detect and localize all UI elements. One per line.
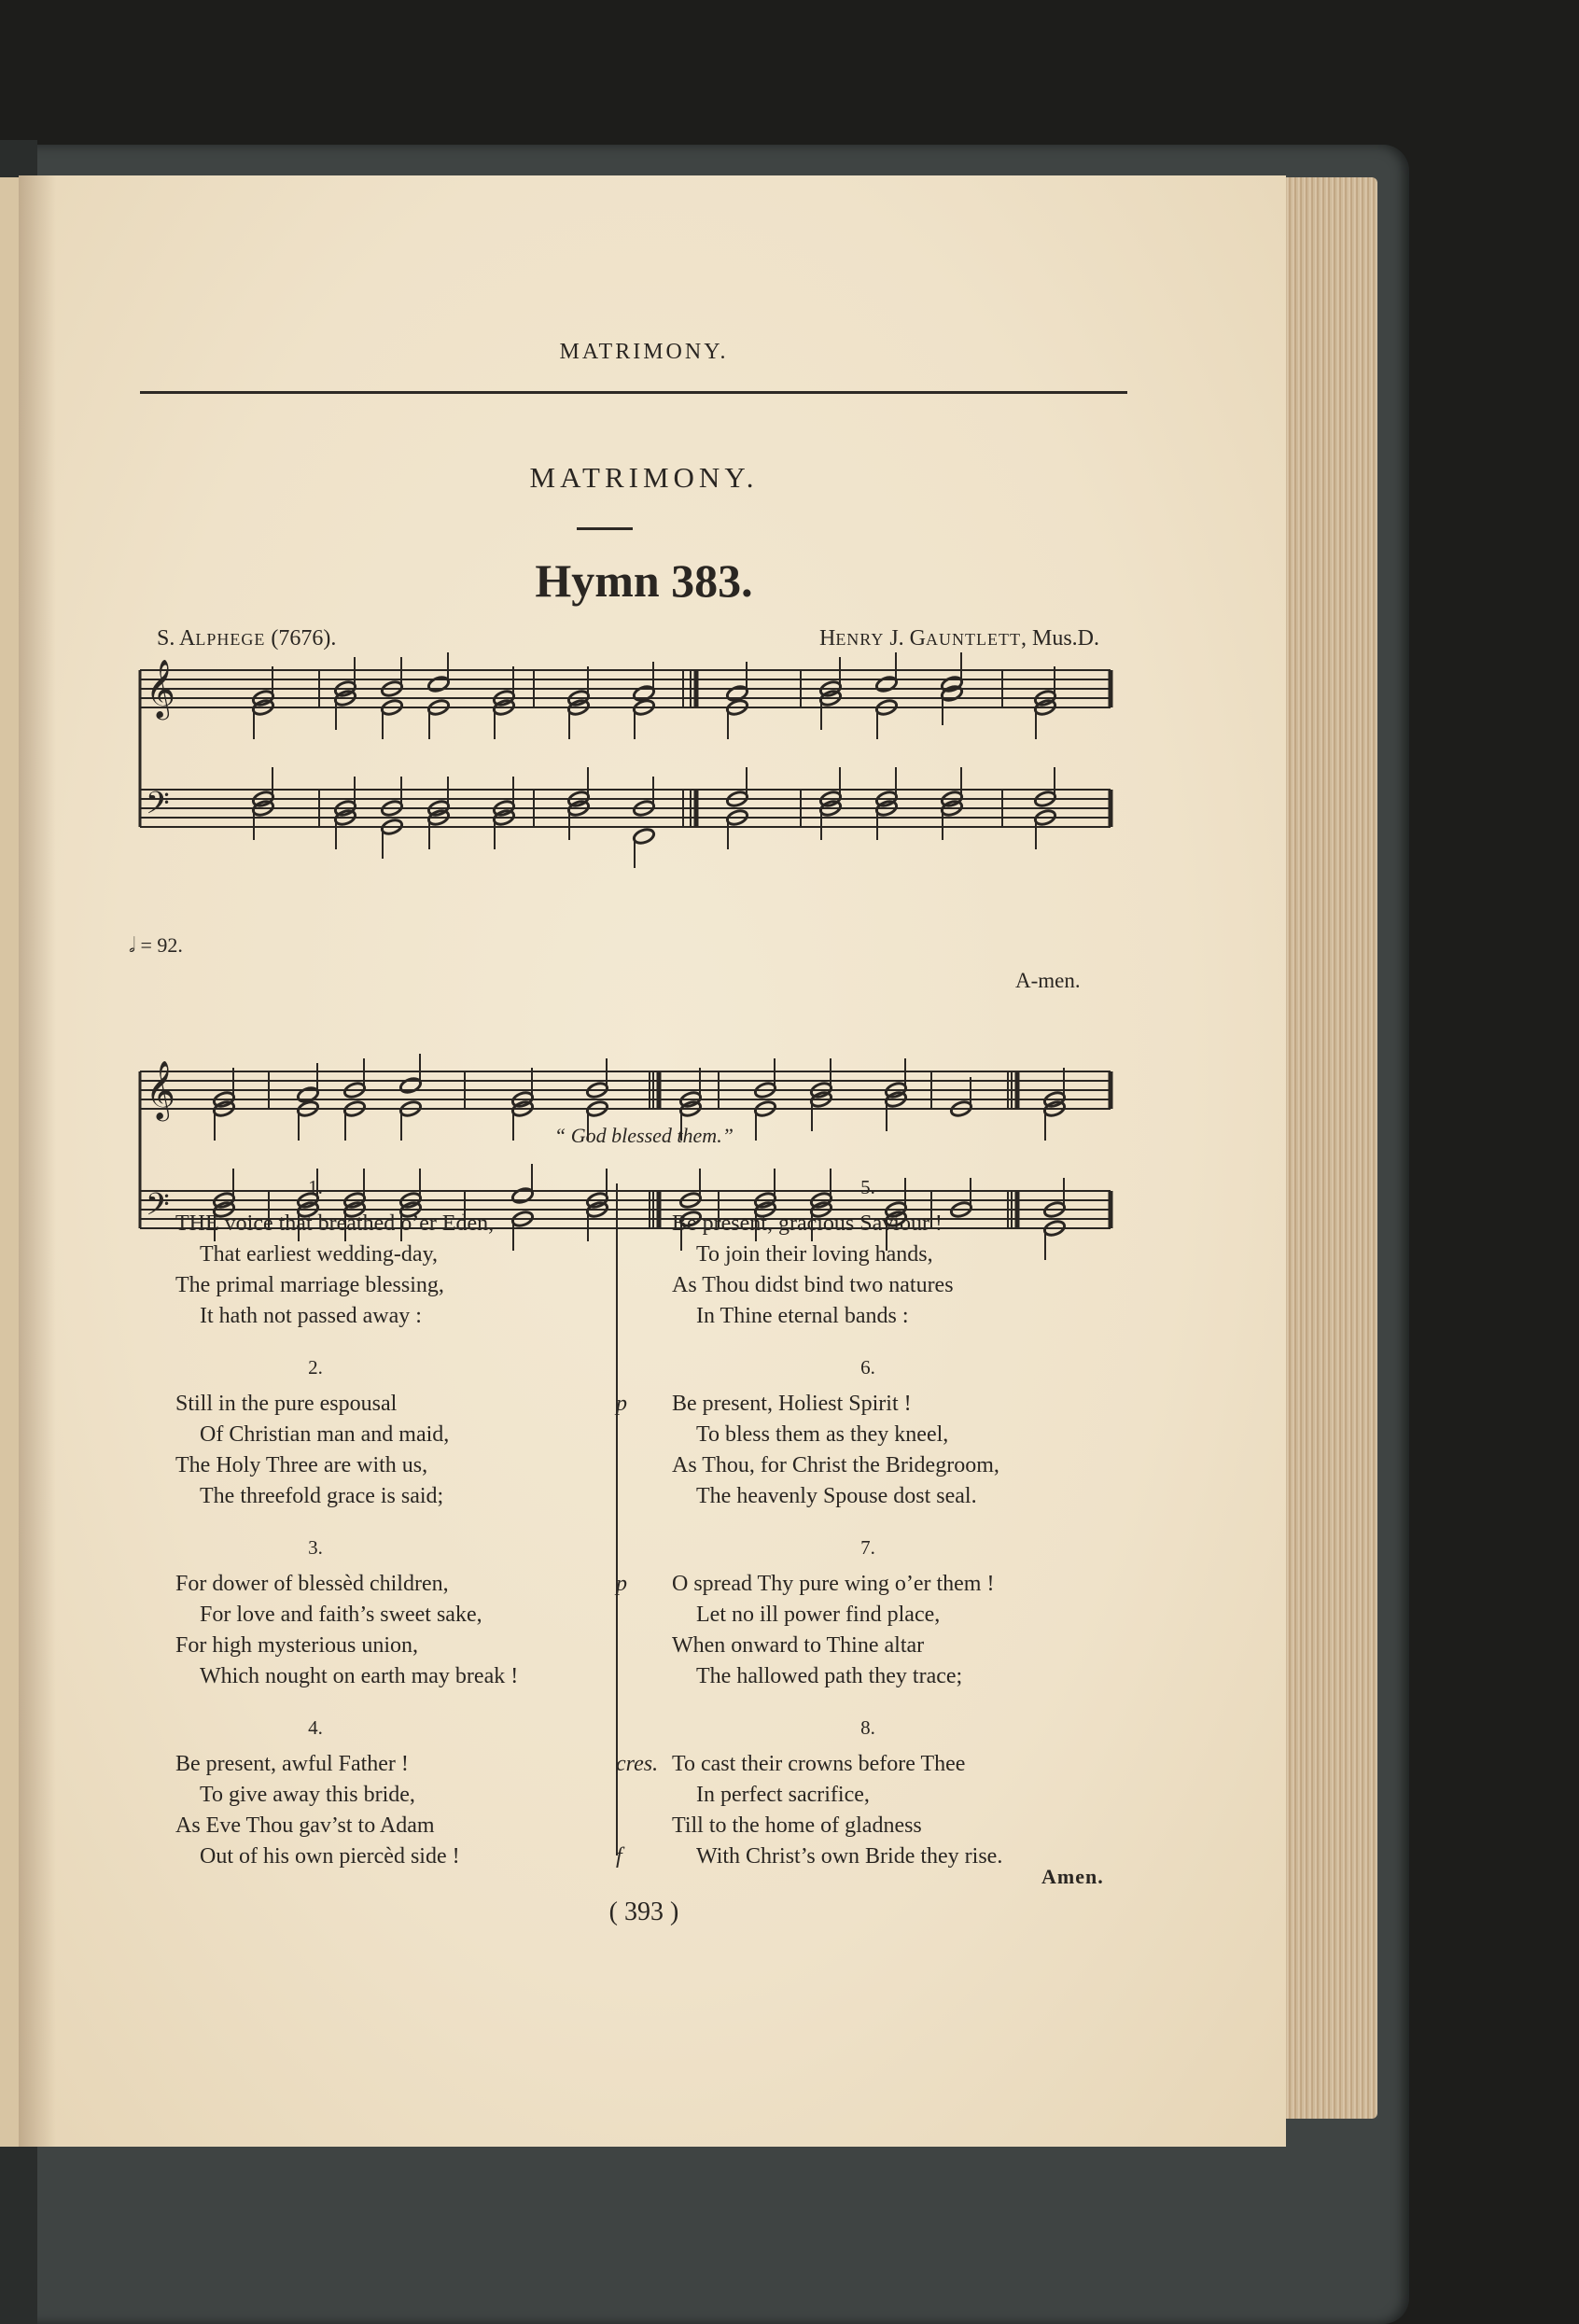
verse-text: THE voice that breathed o’er Eden, xyxy=(175,1211,495,1236)
verse-text: O spread Thy pure wing o’er them ! xyxy=(672,1572,995,1596)
verse-text: That earliest wedding-day, xyxy=(200,1242,439,1267)
half-note-icon xyxy=(940,684,963,703)
verse-line xyxy=(175,1780,605,1811)
verse-text: To give away this bride, xyxy=(200,1783,415,1807)
verse-text: For dower of blessèd children, xyxy=(175,1572,449,1596)
verse-line xyxy=(616,1569,1139,1600)
verse-text: Of Christian man and maid, xyxy=(200,1422,450,1447)
verse-line xyxy=(175,1450,605,1481)
verse-number: 2. xyxy=(308,1356,323,1379)
stanza xyxy=(175,1172,605,1332)
verse-line xyxy=(616,1239,1139,1270)
verse-line xyxy=(175,1389,605,1420)
verse-line xyxy=(616,1450,1139,1481)
motto: “ God blessed them.” xyxy=(554,1124,734,1147)
verse-text: As Eve Thou gav’st to Adam xyxy=(175,1813,435,1838)
verse-text: Be present, gracious Saviour ! xyxy=(672,1211,943,1236)
verse-text: The Holy Three are with us, xyxy=(175,1453,428,1477)
stanza xyxy=(616,1713,1139,1872)
stanza xyxy=(616,1533,1139,1692)
section-title: MATRIMONY. xyxy=(529,461,759,494)
dynamic-mark: p xyxy=(616,1572,627,1596)
verse-text: The primal marriage blessing, xyxy=(175,1273,444,1297)
verse-text: The threefold grace is said; xyxy=(200,1484,444,1508)
stanza xyxy=(616,1172,1139,1332)
dynamic-mark: cres. xyxy=(616,1752,659,1776)
verse-text: The heavenly Spouse dost seal. xyxy=(696,1484,977,1508)
tune-name: S. ALPHEGE (7676). xyxy=(157,626,337,651)
verse-text: Which nought on earth may break ! xyxy=(200,1664,519,1688)
verse-line xyxy=(616,1420,1139,1450)
verse-line xyxy=(175,1661,605,1692)
verse-line xyxy=(175,1270,605,1301)
verse-line xyxy=(616,1301,1139,1332)
composer-name: HENRY J. GAUNTLETT, Mus.D. xyxy=(818,626,1099,651)
verse-line xyxy=(175,1749,605,1780)
verse-text: To cast their crowns before Thee xyxy=(672,1752,966,1776)
verse-text: Be present, awful Father ! xyxy=(175,1752,409,1776)
stanza xyxy=(616,1352,1139,1512)
verse-line xyxy=(175,1841,605,1872)
verses-right-column xyxy=(616,1172,1139,1893)
verse-line xyxy=(616,1481,1139,1512)
verse-text: The hallowed path they trace; xyxy=(696,1664,963,1688)
verse-line xyxy=(175,1209,605,1239)
stanza xyxy=(175,1352,605,1512)
verse-text: In Thine eternal bands : xyxy=(696,1304,909,1328)
half-note-icon xyxy=(398,1076,422,1095)
verse-text: When onward to Thine altar xyxy=(672,1633,925,1658)
treble-clef-icon: 𝄞 xyxy=(146,1062,175,1118)
verse-text: As Thou, for Christ the Bridegroom, xyxy=(672,1453,999,1477)
verse-number: 1. xyxy=(308,1176,323,1198)
verse-text: Still in the pure espousal xyxy=(175,1392,398,1416)
amen-ending: Amen. xyxy=(1041,1865,1104,1888)
verse-text: Till to the home of gladness xyxy=(672,1813,922,1838)
verse-number: 5. xyxy=(860,1176,875,1198)
verse-line xyxy=(175,1481,605,1512)
dynamic-mark: p xyxy=(616,1392,627,1416)
book-page xyxy=(19,175,1286,2147)
verse-text: In perfect sacrifice, xyxy=(696,1783,870,1807)
bass-clef-icon: 𝄢 xyxy=(146,786,170,828)
verse-line xyxy=(616,1631,1139,1661)
stanza xyxy=(175,1533,605,1692)
running-head: MATRIMONY. xyxy=(559,340,729,364)
verse-text: As Thou didst bind two natures xyxy=(672,1273,954,1297)
verse-text: To bless them as they kneel, xyxy=(696,1422,949,1447)
verse-line xyxy=(616,1661,1139,1692)
half-note-icon: 𝅗𝅥 xyxy=(129,933,135,957)
music-system-1 xyxy=(140,652,1111,868)
verse-line xyxy=(616,1780,1139,1811)
verse-line xyxy=(175,1811,605,1841)
hymn-title: Hymn 383. xyxy=(535,554,753,607)
verse-text: Out of his own piercèd side ! xyxy=(200,1844,460,1869)
half-note-icon xyxy=(632,827,655,846)
verse-line xyxy=(616,1209,1139,1239)
verse-text: Be present, Holiest Spirit ! xyxy=(672,1392,912,1416)
bass-clef-icon: 𝄢 xyxy=(146,1187,170,1229)
page-stack-edge xyxy=(1280,177,1377,2119)
tempo-label: 𝅗𝅥 = 92. xyxy=(129,933,183,957)
verse-text: With Christ’s own Bride they rise. xyxy=(696,1844,1003,1869)
stanza xyxy=(175,1713,605,1872)
verse-number: 6. xyxy=(860,1356,875,1379)
verse-line xyxy=(175,1239,605,1270)
verse-text: It hath not passed away : xyxy=(200,1304,422,1328)
verse-text: To join their loving hands, xyxy=(696,1242,933,1267)
verse-number: 8. xyxy=(860,1716,875,1739)
verse-text: For high mysterious union, xyxy=(175,1633,419,1658)
verse-number: 4. xyxy=(308,1716,323,1739)
verse-line xyxy=(616,1389,1139,1420)
dynamic-mark: f xyxy=(616,1844,622,1869)
verse-line xyxy=(616,1811,1139,1841)
verse-number: 3. xyxy=(308,1536,323,1559)
treble-clef-icon: 𝄞 xyxy=(146,661,175,717)
verse-number: 7. xyxy=(860,1536,875,1559)
half-note-icon xyxy=(426,675,450,693)
previous-page-edge xyxy=(0,177,21,2147)
verse-line xyxy=(175,1569,605,1600)
verses-left-column xyxy=(175,1172,605,1893)
verse-line xyxy=(175,1301,605,1332)
page-number: ( 393 ) xyxy=(608,1897,679,1926)
verse-line xyxy=(616,1600,1139,1631)
verse-line xyxy=(616,1270,1139,1301)
amen-label: A-men. xyxy=(1015,969,1081,992)
half-note-icon xyxy=(874,675,898,693)
verse-line xyxy=(175,1420,605,1450)
verse-text: For love and faith’s sweet sake, xyxy=(200,1603,482,1627)
verse-text: Let no ill power find place, xyxy=(696,1603,941,1627)
verse-line xyxy=(616,1749,1139,1780)
verse-line xyxy=(175,1600,605,1631)
verse-line xyxy=(175,1631,605,1661)
